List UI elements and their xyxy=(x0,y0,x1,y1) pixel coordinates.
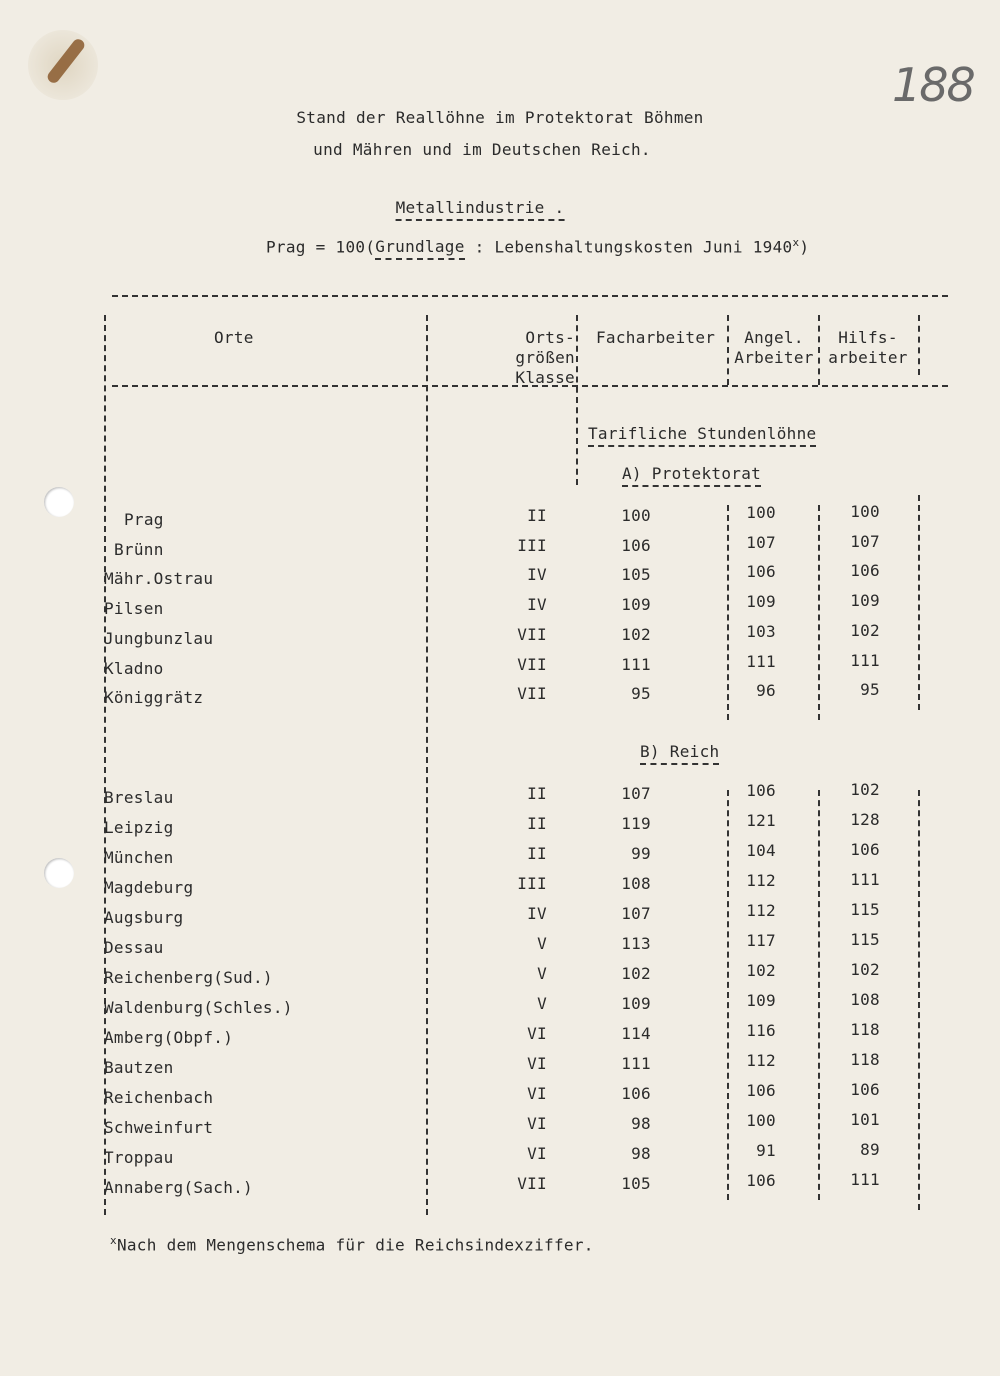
cell-ort: Bautzen xyxy=(104,1058,174,1077)
cell-facharbeiter: 105 xyxy=(621,565,651,585)
cell-ort: Dessau xyxy=(104,938,164,957)
cell-ort: Amberg(Obpf.) xyxy=(104,1028,234,1047)
cell-facharbeiter: 99 xyxy=(631,844,651,863)
cell-angel-arbeiter: 121 xyxy=(746,811,776,830)
cell-hilfsarbeiter: 118 xyxy=(850,1020,880,1039)
header-hilfs-2: arbeiter xyxy=(828,348,908,367)
cell-hilfsarbeiter: 111 xyxy=(850,650,880,670)
cell-hilfsarbeiter: 108 xyxy=(850,990,880,1009)
cell-ort: Pilsen xyxy=(104,599,164,619)
cell-facharbeiter: 111 xyxy=(621,1054,651,1073)
cell-hilfsarbeiter: 89 xyxy=(860,1140,880,1159)
header-hilfs-1: Hilfs- xyxy=(838,328,898,347)
cell-angel-arbeiter: 106 xyxy=(746,781,776,800)
cell-facharbeiter: 98 xyxy=(631,1114,651,1133)
cell-hilfsarbeiter: 118 xyxy=(850,1050,880,1069)
cell-facharbeiter: 106 xyxy=(621,1084,651,1103)
cell-hilfsarbeiter: 101 xyxy=(850,1110,880,1129)
cell-ort: Troppau xyxy=(104,1148,174,1167)
cell-ort: Annaberg(Sach.) xyxy=(104,1178,253,1197)
cell-ort: Magdeburg xyxy=(104,878,194,897)
footnote-text: Nach dem Mengenschema für die Reichsindexziffer. xyxy=(116,1235,594,1255)
cell-hilfsarbeiter: 100 xyxy=(850,502,880,521)
basis-line xyxy=(266,236,809,256)
cell-hilfsarbeiter: 109 xyxy=(850,591,880,611)
basis-underlined: Grundlage xyxy=(375,237,464,260)
cell-hilfsarbeiter: 102 xyxy=(850,960,880,979)
cell-angel-arbeiter: 109 xyxy=(746,592,776,612)
cell-angel-arbeiter: 107 xyxy=(746,532,776,552)
cell-facharbeiter: 102 xyxy=(621,964,651,983)
cell-facharbeiter: 102 xyxy=(621,624,651,644)
cell-angel-arbeiter: 103 xyxy=(746,621,776,641)
cell-ort: München xyxy=(104,848,174,867)
cell-facharbeiter: 113 xyxy=(621,934,651,953)
cell-klasse: III xyxy=(517,535,547,555)
cell-angel-arbeiter: 111 xyxy=(746,651,776,671)
cell-facharbeiter: 100 xyxy=(621,506,651,525)
cell-ort: Waldenburg(Schles.) xyxy=(104,998,293,1017)
cell-facharbeiter: 98 xyxy=(631,1144,651,1163)
cell-angel-arbeiter: 106 xyxy=(746,1081,776,1100)
col-divider-klasse xyxy=(576,315,578,485)
col-divider-angel-a xyxy=(818,505,820,720)
cell-klasse: V xyxy=(537,964,547,983)
cell-angel-arbeiter: 96 xyxy=(756,681,776,701)
cell-hilfsarbeiter: 95 xyxy=(860,680,880,700)
header-klasse-3: Klasse xyxy=(515,368,575,387)
punch-hole-bottom xyxy=(44,858,74,888)
cell-klasse: V xyxy=(537,994,547,1013)
col-divider-fach-b xyxy=(727,790,729,1200)
cell-angel-arbeiter: 91 xyxy=(756,1141,776,1160)
cell-klasse: VII xyxy=(517,1174,547,1193)
table-top-rule xyxy=(112,295,948,297)
cell-facharbeiter: 105 xyxy=(621,1174,651,1193)
cell-klasse: III xyxy=(517,874,547,893)
header-klasse-2: größen xyxy=(515,348,575,367)
cell-klasse: VI xyxy=(527,1114,547,1133)
cell-facharbeiter: 107 xyxy=(621,784,651,803)
cell-angel-arbeiter: 100 xyxy=(746,1111,776,1130)
cell-angel-arbeiter: 112 xyxy=(746,871,776,890)
cell-hilfsarbeiter: 106 xyxy=(850,561,880,581)
footnote xyxy=(110,1234,594,1254)
cell-hilfsarbeiter: 106 xyxy=(850,1080,880,1099)
cell-klasse: II xyxy=(527,506,547,525)
table-right-rule-a xyxy=(918,495,920,710)
cell-ort: Reichenbach xyxy=(104,1088,214,1107)
cell-hilfsarbeiter: 106 xyxy=(850,840,880,859)
section-title: Tarifliche Stundenlöhne xyxy=(588,424,816,447)
protektorat-title: A) Protektorat xyxy=(622,464,761,487)
cell-ort: Königgrätz xyxy=(104,688,204,708)
cell-ort: Mähr.Ostrau xyxy=(104,569,214,589)
header-facharbeiter: Facharbeiter xyxy=(596,328,716,347)
table-right-rule-b xyxy=(918,790,920,1210)
header-orte: Orte xyxy=(214,328,254,347)
reich-title: B) Reich xyxy=(640,742,719,765)
cell-hilfsarbeiter: 115 xyxy=(850,930,880,949)
cell-hilfsarbeiter: 102 xyxy=(850,620,880,640)
cell-klasse: IV xyxy=(527,595,547,615)
cell-klasse: V xyxy=(537,934,547,953)
basis-superscript: x xyxy=(792,236,800,249)
cell-hilfsarbeiter: 107 xyxy=(850,531,880,551)
basis-suffix: : Lebenshaltungskosten Juni 1940 xyxy=(464,237,793,257)
basis-close: ) xyxy=(799,237,810,257)
footnote-mark: x xyxy=(110,1234,117,1247)
cell-klasse: VI xyxy=(527,1024,547,1043)
cell-angel-arbeiter: 102 xyxy=(746,961,776,980)
basis-prefix: Prag = 100( xyxy=(266,237,376,257)
cell-hilfsarbeiter: 111 xyxy=(850,870,880,889)
cell-hilfsarbeiter: 102 xyxy=(850,780,880,799)
cell-klasse: IV xyxy=(527,904,547,923)
header-hilfs xyxy=(822,328,914,368)
cell-hilfsarbeiter: 115 xyxy=(850,900,880,919)
cell-angel-arbeiter: 112 xyxy=(746,901,776,920)
cell-klasse: VII xyxy=(517,624,547,644)
cell-angel-arbeiter: 100 xyxy=(746,503,776,522)
cell-facharbeiter: 95 xyxy=(631,684,651,704)
col-divider-angel-b xyxy=(818,790,820,1200)
cell-ort: Jungbunzlau xyxy=(104,628,214,648)
cell-klasse: VII xyxy=(517,654,547,674)
cell-angel-arbeiter: 104 xyxy=(746,841,776,860)
header-angel-2: Arbeiter xyxy=(734,348,814,367)
cell-angel-arbeiter: 117 xyxy=(746,931,776,950)
cell-angel-arbeiter: 116 xyxy=(746,1021,776,1040)
cell-facharbeiter: 111 xyxy=(621,654,651,674)
header-angel xyxy=(731,328,817,368)
cell-angel-arbeiter: 106 xyxy=(746,562,776,582)
cell-ort: Schweinfurt xyxy=(104,1118,214,1137)
title-line-1: Stand der Reallöhne im Protektorat Böhmen xyxy=(296,108,704,127)
cell-ort: Brünn xyxy=(114,539,164,559)
cell-hilfsarbeiter: 111 xyxy=(850,1170,880,1189)
header-klasse-1: Orts- xyxy=(525,328,575,347)
cell-klasse: VII xyxy=(517,684,547,704)
cell-facharbeiter: 107 xyxy=(621,904,651,923)
table-left-rule xyxy=(104,315,106,1215)
col-divider-fach-a xyxy=(727,505,729,720)
cell-ort: Breslau xyxy=(104,788,174,807)
cell-angel-arbeiter: 106 xyxy=(746,1171,776,1190)
cell-klasse: VI xyxy=(527,1054,547,1073)
col-divider-orte xyxy=(426,315,428,1215)
cell-facharbeiter: 109 xyxy=(621,595,651,615)
header-angel-1: Angel. xyxy=(744,328,804,347)
cell-klasse: VI xyxy=(527,1144,547,1163)
industry-heading: Metallindustrie . xyxy=(396,198,565,221)
cell-facharbeiter: 109 xyxy=(621,994,651,1013)
page-number: 188 xyxy=(892,58,974,112)
cell-facharbeiter: 108 xyxy=(621,874,651,893)
col-divider-fach-header xyxy=(727,315,729,385)
title-line-2: und Mähren und im Deutschen Reich. xyxy=(313,140,651,159)
cell-angel-arbeiter: 109 xyxy=(746,991,776,1010)
cell-ort: Leipzig xyxy=(104,818,174,837)
cell-klasse: VI xyxy=(527,1084,547,1103)
cell-klasse: II xyxy=(527,814,547,833)
cell-klasse: II xyxy=(527,844,547,863)
cell-facharbeiter: 106 xyxy=(621,535,651,555)
col-divider-angel-header xyxy=(818,315,820,385)
cell-facharbeiter: 119 xyxy=(621,814,651,833)
punch-hole-top xyxy=(44,487,74,517)
cell-facharbeiter: 114 xyxy=(621,1024,651,1043)
table-right-rule-header xyxy=(918,315,920,375)
cell-klasse: IV xyxy=(527,565,547,585)
cell-ort: Augsburg xyxy=(104,908,184,927)
cell-ort: Prag xyxy=(124,510,164,529)
cell-angel-arbeiter: 112 xyxy=(746,1051,776,1070)
cell-ort: Reichenberg(Sud.) xyxy=(104,968,273,987)
cell-ort: Kladno xyxy=(104,658,164,678)
cell-hilfsarbeiter: 128 xyxy=(850,810,880,829)
header-klasse xyxy=(513,328,575,388)
cell-klasse: II xyxy=(527,784,547,803)
